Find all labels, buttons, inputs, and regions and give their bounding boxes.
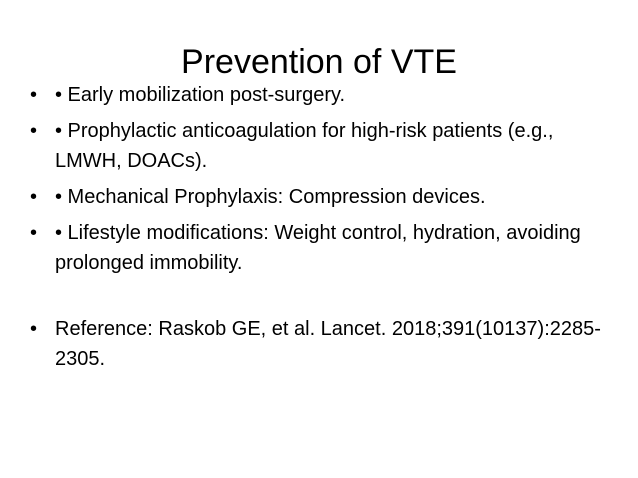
bullet-item-lifestyle-modifications <box>30 218 610 278</box>
bullet-dot-icon: • <box>30 84 38 106</box>
bullet-text: • Prophylactic anticoagulation for high-risk patients (e.g., LMWH, DOACs). <box>55 120 554 172</box>
bullet-item-mechanical-prophylaxis <box>30 182 610 212</box>
bullet-dot-icon: • <box>30 120 38 142</box>
bullet-dot-icon: • <box>30 318 38 340</box>
bullet-item-early-mobilization <box>30 80 610 110</box>
bullet-item-prophylactic-anticoagulation <box>30 116 610 176</box>
bullet-text: • Early mobilization post-surgery. <box>55 84 346 106</box>
bullet-dot-icon: • <box>30 186 38 208</box>
bullet-item-reference <box>30 314 610 374</box>
bullet-text: • Lifestyle modifications: Weight control, hydration, avoiding prolonged immobility. <box>55 222 581 274</box>
reference-text: Reference: Raskob GE, et al. Lancet. 2018;391(10137):2285-2305. <box>55 318 601 370</box>
bullet-dot-icon: • <box>30 222 38 244</box>
slide-title: Prevention of VTE <box>181 43 457 81</box>
bullet-list <box>30 80 610 380</box>
bullet-text: • Mechanical Prophylaxis: Compression devices. <box>55 186 486 208</box>
